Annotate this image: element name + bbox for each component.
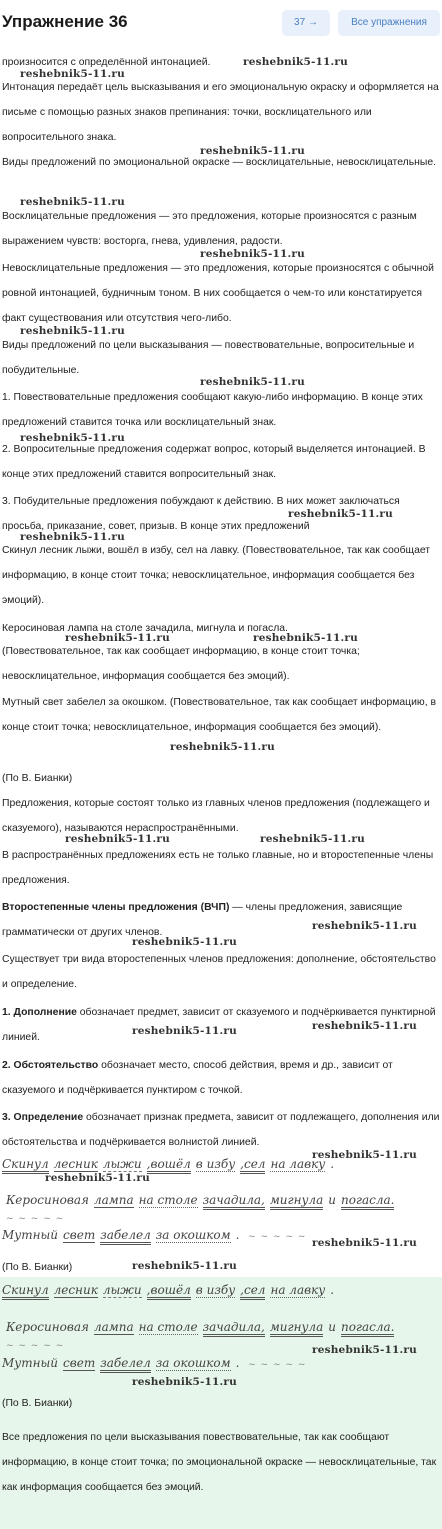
handwritten-sentence: [6, 1193, 442, 1224]
adverbial: на столе: [138, 1320, 198, 1334]
conclusion: Все предложения по цели высказывания повествовательные, так как сообщают информацию, в конце стоит точка; по эмоциональной окраске — невосклицательные, так как информация сообщается без эмоций.: [2, 1432, 437, 1493]
wavy-underline: ~ ~ ~ ~ ~: [6, 1214, 65, 1224]
watermark: reshebnik5-11.ru: [200, 248, 305, 260]
predicate: Скинул: [2, 1283, 49, 1300]
paragraph: 1. Повествовательные предложения сообщают какую-либо информацию. В конце этих предложений ставится точка или восклицательный знак.: [2, 392, 423, 428]
kind-term: 3. Определение: [2, 1112, 84, 1123]
all-exercises-button[interactable]: Все упражнения: [338, 10, 440, 36]
watermark: reshebnik5-11.ru: [170, 741, 275, 753]
watermark: reshebnik5-11.ru: [20, 432, 125, 444]
predicate: ,вошёл: [147, 1283, 191, 1300]
subject: лесник: [53, 1283, 98, 1297]
paragraph: Восклицательные предложения — это предложения, которые произносятся с разным выражением чувств: восторга, гнева, удивления, радости.: [2, 211, 417, 247]
object: лыжи: [102, 1283, 142, 1297]
attribute: Керосиновая: [6, 1320, 89, 1334]
conj: и: [328, 1320, 336, 1334]
paragraph: произносится с определённой интонацией.: [2, 57, 211, 68]
adverbial: в избу: [195, 1283, 236, 1297]
kind-definition: обозначает предмет, зависит от сказуемого и подчёркивается пунктирной линией.: [2, 1007, 436, 1043]
paragraph-kind: [2, 1053, 440, 1103]
adverbial: за окошком: [155, 1356, 231, 1370]
paragraph: Невосклицательные предложения — это предложения, которые произносятся с обычной ровной интонацией, будничным тоном. В них сообщается о чем-то или констатируется факт существования или отсутствия чего-либо.: [2, 263, 434, 324]
watermark: reshebnik5-11.ru: [200, 376, 305, 388]
paragraph: (Повествовательное, так как сообщает информацию, в конце стоит точка; невосклицательное, информация сообщается без эмоций).: [2, 646, 360, 682]
paragraph: Мутный свет забелел за окошком. (Повествовательное, так как сообщает информацию, в конце стоит точка; невосклицательное, информация сообщается без эмоций).: [2, 697, 436, 733]
watermark: reshebnik5-11.ru: [20, 68, 125, 80]
watermark: reshebnik5-11.ru: [20, 531, 125, 543]
punct: .: [235, 1356, 240, 1370]
subject: свет: [63, 1228, 96, 1242]
watermark: reshebnik5-11.ru: [132, 1376, 237, 1388]
watermark: reshebnik5-11.ru: [260, 833, 365, 845]
vchp-definition: — члены предложения, зависящие грамматически от других членов.: [2, 902, 403, 938]
watermark: reshebnik5-11.ru: [312, 1237, 417, 1249]
punct: .: [330, 1157, 335, 1171]
attribute: Мутный: [2, 1356, 59, 1370]
adverbial: в избу: [195, 1157, 236, 1171]
watermark: reshebnik5-11.ru: [65, 833, 170, 845]
watermark: reshebnik5-11.ru: [20, 196, 125, 208]
watermark: reshebnik5-11.ru: [312, 1020, 417, 1032]
adverbial: на лавку: [270, 1157, 326, 1171]
adverbial: на лавку: [270, 1283, 326, 1297]
paragraph: Виды предложений по цели высказывания — повествовательные, вопросительные и побудительные.: [2, 340, 415, 376]
vchp-term: Второстепенные члены предложения (ВЧП): [2, 902, 230, 913]
paragraph: 2. Вопросительные предложения содержат вопрос, который выделяется интонацией. В конце этих предложений ставится вопросительный знак.: [2, 444, 426, 480]
adverbial: за окошком: [155, 1228, 231, 1242]
handwritten-sentence: [2, 1356, 311, 1373]
paragraph: В распространённых предложениях есть не только главные, но и второстепенные члены предложения.: [2, 850, 434, 886]
paragraph-kind: [2, 1105, 440, 1155]
watermark: reshebnik5-11.ru: [20, 325, 125, 337]
watermark: reshebnik5-11.ru: [253, 632, 358, 644]
watermark: reshebnik5-11.ru: [243, 56, 348, 68]
predicate: мигнула: [270, 1193, 323, 1210]
watermark: reshebnik5-11.ru: [65, 632, 170, 644]
paragraph: Интонация передаёт цель высказывания и его эмоциональную окраску и оформляется на письме с помощью разных знаков препинания: точки, восклицательного или вопросительного знака.: [2, 82, 439, 143]
kind-term: 2. Обстоятельство: [2, 1060, 99, 1071]
subject: лампа: [93, 1193, 134, 1207]
kind-definition: обозначает место, способ действия, время и др., зависит от сказуемого и подчёркивается пунктиром с точкой.: [2, 1060, 393, 1096]
subject: свет: [63, 1356, 96, 1370]
watermark: reshebnik5-11.ru: [132, 936, 237, 948]
paragraph: Предложения, которые состоят только из главных членов предложения (подлежащего и сказуемого), называются нераспространёнными.: [2, 798, 430, 834]
paragraph: Виды предложений по эмоциональной окраске — восклицательные, невосклицательные.: [2, 157, 436, 168]
attribute: Мутный: [2, 1228, 59, 1242]
predicate: погасла.: [341, 1320, 395, 1337]
predicate: зачадила,: [203, 1320, 265, 1337]
page-header: [0, 0, 442, 46]
handwritten-sentence: [2, 1228, 311, 1245]
paragraph: Керосиновая лампа на столе зачадила, мигнула и погасла.: [2, 623, 288, 634]
kind-definition: обозначает признак предмета, зависит от подлежащего, дополнения или обстоятельства и подчёркивается волнистой линией.: [2, 1112, 440, 1148]
watermark: reshebnik5-11.ru: [132, 1025, 237, 1037]
punct: .: [235, 1228, 240, 1242]
attribute: Керосиновая: [6, 1193, 89, 1207]
watermark: reshebnik5-11.ru: [200, 145, 305, 157]
paragraph: 3. Побудительные предложения побуждают к действию. В них может заключаться просьба, приказание, совет, призыв. В конце этих предложений: [2, 496, 400, 532]
handwritten-sentence: [2, 1283, 339, 1300]
paragraph: (По В. Бианки): [2, 773, 73, 784]
predicate: зачадила,: [203, 1193, 265, 1210]
author-citation: (По В. Бианки): [2, 1262, 73, 1273]
watermark: reshebnik5-11.ru: [312, 1149, 417, 1161]
wavy-underline: ~ ~ ~ ~ ~: [6, 1341, 65, 1351]
predicate: ,сел: [240, 1157, 265, 1174]
predicate: Скинул: [2, 1157, 49, 1174]
predicate: забелел: [100, 1228, 151, 1245]
predicate: забелел: [100, 1356, 151, 1373]
conj: и: [328, 1193, 336, 1207]
predicate: ,вошёл: [147, 1157, 191, 1174]
next-exercise-button[interactable]: 37 →: [282, 10, 330, 36]
subject: лампа: [93, 1320, 134, 1334]
paragraph: Существует три вида второстепенных членов предложения: дополнение, обстоятельство и определение.: [2, 954, 436, 990]
kind-term: 1. Дополнение: [2, 1007, 77, 1018]
author-citation: (По В. Бианки): [2, 1398, 73, 1409]
watermark: reshebnik5-11.ru: [312, 1344, 417, 1356]
adverbial: на столе: [138, 1193, 198, 1207]
predicate: мигнула: [270, 1320, 323, 1337]
predicate: погасла.: [341, 1193, 395, 1210]
watermark: reshebnik5-11.ru: [132, 1260, 237, 1272]
predicate: ,сел: [240, 1283, 265, 1300]
subject: лесник: [53, 1157, 98, 1171]
wavy-underline: ~ ~ ~ ~ ~: [248, 1360, 307, 1370]
watermark: reshebnik5-11.ru: [288, 508, 393, 520]
watermark: reshebnik5-11.ru: [45, 1172, 150, 1184]
object: лыжи: [102, 1157, 142, 1171]
watermark: reshebnik5-11.ru: [312, 920, 417, 932]
paragraph: Скинул лесник лыжи, вошёл в избу, сел на лавку. (Повествовательное, так как сообщает информацию, в конце стоит точка; невосклицательное, информация сообщается без эмоций).: [2, 545, 431, 606]
page-title: Упражнение 36: [2, 12, 128, 31]
wavy-underline: ~ ~ ~ ~ ~: [248, 1232, 307, 1242]
punct: .: [330, 1283, 335, 1297]
